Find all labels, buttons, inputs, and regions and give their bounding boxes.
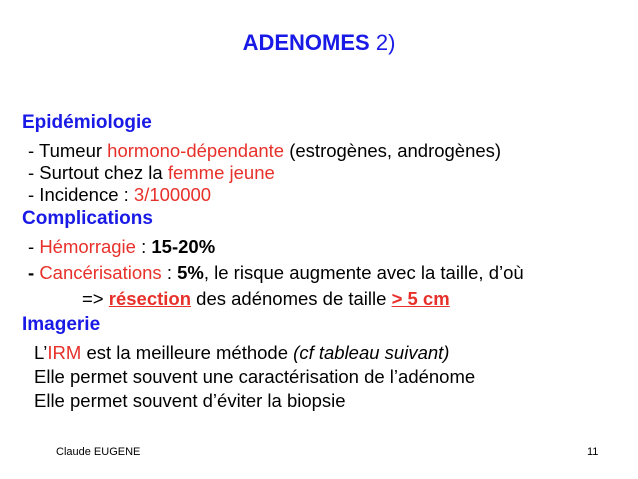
value-text: 5%: [177, 262, 204, 283]
complications-line-2: [28, 262, 524, 284]
highlight-text: femme jeune: [167, 162, 275, 183]
imagerie-line-2: Elle permet souvent une caractérisation de l’adénome: [34, 366, 476, 387]
highlight-text: hormono-dépendante: [107, 140, 285, 161]
epidemiologie-line-3: [28, 184, 211, 206]
heading-epidemiologie: Epidémiologie: [22, 112, 152, 133]
highlight-text: IRM: [47, 342, 82, 363]
value-text: > 5 cm: [391, 288, 450, 309]
epidemiologie-line-2: [28, 162, 275, 184]
heading-complications: Complications: [22, 208, 153, 229]
highlight-text: Hémorragie: [39, 236, 136, 257]
text: :: [135, 236, 152, 257]
highlight-text: Cancérisations: [39, 262, 162, 283]
footer-author: Claude EUGENE: [56, 446, 141, 458]
text: L’: [34, 342, 48, 363]
note-text: (cf tableau suivant): [293, 342, 450, 363]
text: :: [161, 262, 178, 283]
highlight-text: résection: [108, 288, 192, 309]
text: - Incidence :: [28, 184, 134, 205]
text: -: [28, 262, 40, 283]
complications-line-3: [82, 288, 450, 310]
text: des adénomes de taille: [191, 288, 392, 309]
text: est la meilleure méthode: [81, 342, 294, 363]
text: =>: [82, 288, 109, 309]
complications-line-1: [28, 236, 215, 258]
text: (estrogènes, androgènes): [284, 140, 502, 161]
title-number: 2): [375, 30, 396, 55]
heading-imagerie: Imagerie: [22, 314, 101, 335]
title-main: ADENOMES: [242, 30, 370, 55]
text: - Surtout chez la: [28, 162, 168, 183]
value-text: 15-20%: [151, 236, 216, 257]
slide-title: [0, 30, 638, 56]
imagerie-line-1: [34, 342, 449, 364]
text: - Tumeur: [28, 140, 108, 161]
page-number: 11: [587, 446, 599, 458]
epidemiologie-line-1: [28, 140, 501, 162]
text: , le risque augmente avec la taille, d’où: [203, 262, 524, 283]
text: -: [28, 236, 40, 257]
imagerie-line-3: Elle permet souvent d’éviter la biopsie: [34, 390, 346, 411]
highlight-text: 3/100000: [133, 184, 212, 205]
